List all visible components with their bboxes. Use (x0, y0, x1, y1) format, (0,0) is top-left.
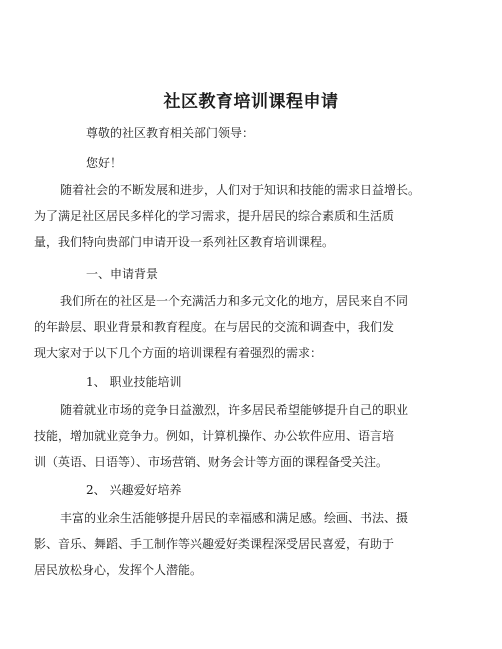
paragraph-line: 的年龄层、职业背景和教育程度。在与居民的交流和调查中，我们发 (34, 320, 395, 334)
paragraph-line: 我们所在的社区是一个充满活力和多元文化的地方，居民来自不同 (60, 294, 409, 308)
item-heading-text: 1、 职业技能培训 (86, 375, 182, 389)
salutation (60, 120, 446, 146)
paragraph-line: 为了满足社区居民多样化的学习需求，提升居民的综合素质和生活质 (34, 209, 395, 223)
paragraph-line: 影、音乐、舞蹈、手工制作等兴趣爱好类课程深受居民喜爱，有助于 (34, 537, 395, 551)
item-heading-vocational (60, 369, 446, 395)
vocational-paragraph (34, 397, 474, 475)
paragraph-line: 量，我们特向贵部门申请开设一系列社区教育培训课程。 (34, 235, 335, 249)
item-heading-text: 2、 兴趣爱好培养 (86, 483, 182, 497)
paragraph-line: 随着社会的不断发展和进步，人们对于知识和技能的需求日益增长。 (60, 183, 421, 197)
document-title: 社区教育培训课程申请 (163, 92, 339, 112)
section-heading-text: 一、申请背景 (86, 267, 159, 281)
paragraph-line: 随着就业市场的竞争日益激烈，许多居民希望能够提升自己的职业 (60, 403, 409, 417)
paragraph-line: 训（英语、日语等）、市场营销、财务会计等方面的课程备受关注。 (34, 455, 389, 469)
section-heading-background (60, 261, 446, 287)
intro-paragraph (34, 177, 474, 255)
paragraph-line: 技能，增加就业竞争力。例如，计算机操作、办公软件应用、语言培 (34, 429, 395, 443)
item-heading-hobbies (60, 477, 446, 503)
paragraph-line: 居民放松身心，发挥个人潜能。 (34, 563, 203, 577)
hobbies-paragraph (34, 505, 474, 583)
salutation-text: 尊敬的社区教育相关部门领导： (86, 126, 255, 140)
paragraph-line: 现大家对于以下几个方面的培训课程有着强烈的需求： (34, 346, 323, 360)
greeting (60, 150, 446, 176)
greeting-text: 您好！ (86, 156, 123, 170)
background-paragraph (34, 288, 474, 366)
paragraph-line: 丰富的业余生活能够提升居民的幸福感和满足感。绘画、书法、摄 (60, 511, 409, 525)
